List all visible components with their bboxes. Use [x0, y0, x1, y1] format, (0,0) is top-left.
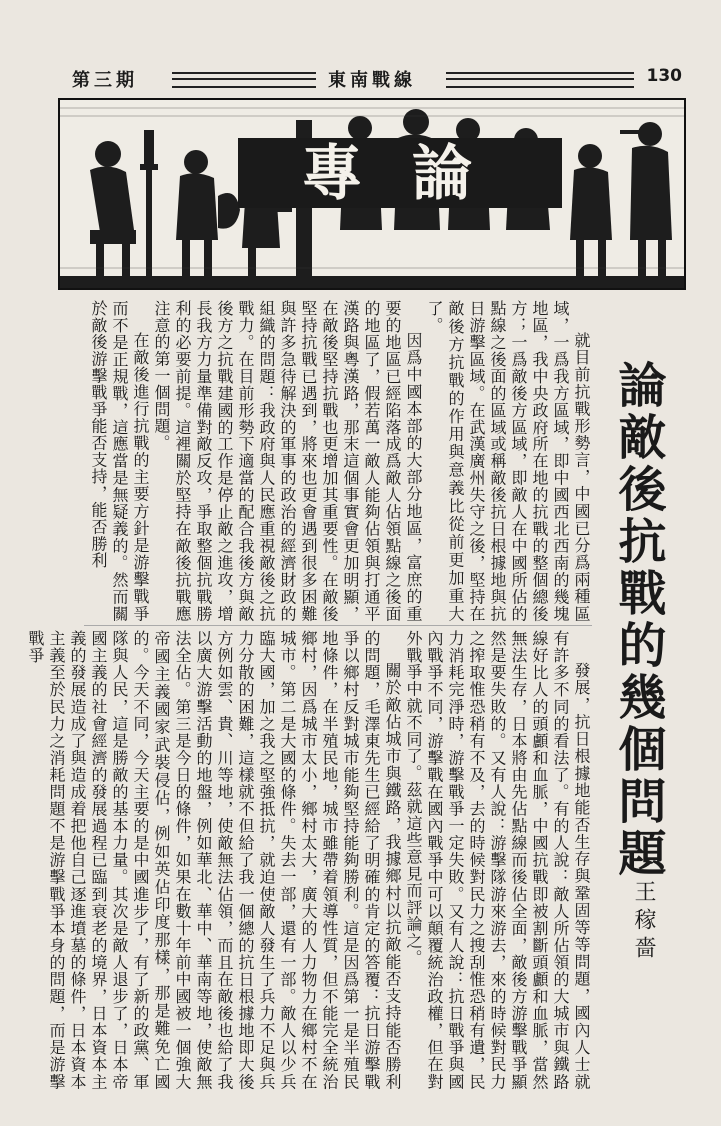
journal-title: 東南戰線 [328, 70, 416, 91]
column-divider [84, 625, 592, 626]
paragraph: 因爲中國本部的大部分地區，富庶的重要的地區已經陷落成爲敵人佔領點線之後面的地區了，假若萬一敵人能夠佔領與打通平漢路與粵漢路，那末這個事實會更加明顯，在敵後堅持抗戰也更增加其重要性。在敵後堅持抗戰已遇到，將來也更會遇到很多困難與許多急待解決的軍事的政治的經濟財政的組織的問題：我政府與人民應重視敵後之抗戰力。在目前形勢下適當的配合我後方與敵後方之抗戰建國的工作是停止敵之進攻，增長我方力量準備對敵反攻，爭取整個抗戰勝利的必要前提。這裡關於堅持在敵後抗戰應注意的第一個問題。 [152, 300, 423, 622]
paragraph: 關於敵佔城市與鐵路，我據鄉村以抗敵能否支持能否勝利的問題，毛澤東先生已經給了明確的肯定的答覆：抗日游擊戰爭以鄉村反對城市能夠堅持能夠勝利。這是因爲第一是半殖民地條件，在半殖民地，城市雖帶着領導性質，但不能完全統治鄉村，因爲城市太小，鄉村太大，廣大的人力物力在鄉村不在城市。第二是大國的條件。失去一部，還有一部。敵人以少兵臨大國，加之我之堅強抵抗，就迫使敵人發生了兵力不足與兵力分散的困難，這樣就不但給了我一個總的抗日根據地即大後方例如雲、貴、川等地，使敵無法佔領，而且在敵後也給了我以廣大游擊活動的地盤，例如華北、華中、華南等地，使敵無法全佔。第三是今日的條件，如果在數十年前中國被一個強大帝國主義國家武裝侵佔，例如英佔印度那樣，那是難免亡國的。今天不同，今天主要的是中國進步了，有了新的政黨、軍隊與人民，這是勝敵的基本力量。其次是敵人退步了，日本帝國主義的社會經濟的發展過程已臨到衰老的境界，日本資本主義的發展造成了與造成着把他自己逐進墳墓的條件，日本資本主義至於民力之消耗問題不是游擊戰爭本身的問題，而是游擊戰爭 [26, 630, 402, 1090]
header-rule-left [172, 72, 316, 88]
article-body-upper [84, 300, 592, 622]
running-header [72, 66, 682, 92]
paragraph: 發展，抗日根據地能否生存與鞏固等等問題，國內人士就有許多不同的看法了。有的人說：敵人所佔領的大城市與鐵路線好比人的頭顱和血脈，中國抗戰即被割斷頭顱和血脈，當然無法生存，日本將由先佔點線而後佔全面，敵後方游擊戰爭顯然是要失敗的。又有人說：游擊隊游來游去，來的時候對民力之搾取惟恐稍有不及，去的時候對民力之搜刮惟恐稍有遺，民力消耗完淨時，游擊戰爭一定失敗。又有人說：抗日戰爭與國內戰爭不同，游擊戰在國內戰爭中可以顛覆統治政權，但在對外戰爭中就不同了。茲就這些意見而評論之。 [404, 630, 591, 1090]
paragraph: 就目前抗戰形勢言，中國已分爲兩種區域，一爲我方區域，即中國西北西南的幾塊地區，我中央政府所在地的抗戰的整個總後方；一爲敵後方區域，即敵人在中國所佔的點線之後面的區域或稱敵後抗日根據地與抗日游擊區域。在武漢廣州失守之後，堅持在敵後方抗戰的作用與意義比從前更加重大了。 [425, 300, 591, 622]
article-author: 王稼嗇 [631, 880, 656, 964]
issue-label: 第三期 [72, 70, 138, 91]
page-number: 130 [646, 66, 682, 86]
article-title: 論敵後抗戰的幾個問題 [610, 360, 666, 880]
article-body-lower [26, 630, 592, 1090]
header-rule-right [446, 72, 634, 88]
section-title-banner: 專論 [238, 138, 562, 208]
paragraph: 在敵後進行抗戰的主要方針是游擊戰爭而不是正規戰，這應當是無疑義的。然而關於敵後游擊戰爭能否支持，能否勝利 [89, 300, 150, 622]
